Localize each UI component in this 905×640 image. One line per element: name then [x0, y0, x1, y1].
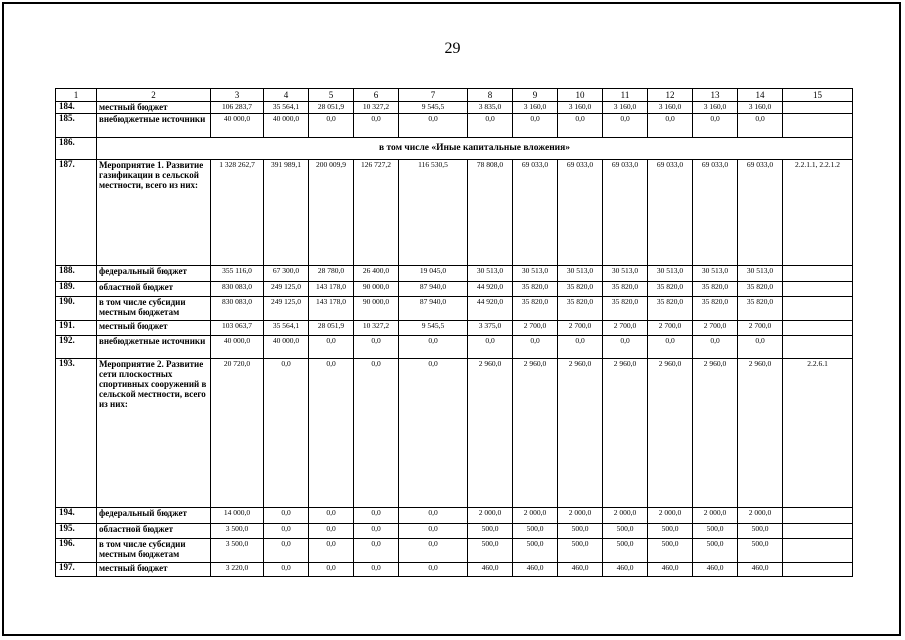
value-cell: 35 820,0	[738, 297, 783, 321]
value-cell: 0,0	[354, 336, 399, 359]
row-name: федеральный бюджет	[97, 266, 211, 282]
value-cell: 830 083,0	[211, 297, 264, 321]
value-cell: 500,0	[738, 539, 783, 563]
value-cell: 2 960,0	[468, 359, 513, 508]
value-cell: 0,0	[558, 114, 603, 138]
value-cell: 28 051,9	[309, 102, 354, 114]
reference-cell	[783, 539, 853, 563]
value-cell: 460,0	[558, 563, 603, 577]
value-cell: 2 960,0	[558, 359, 603, 508]
section-title: в том числе «Иные капитальные вложения»	[97, 138, 853, 160]
value-cell: 0,0	[309, 563, 354, 577]
row-name: в том числе субсидии местным бюджетам	[97, 539, 211, 563]
value-cell: 460,0	[648, 563, 693, 577]
row-name: в том числе субсидии местным бюджетам	[97, 297, 211, 321]
table-row	[56, 266, 853, 282]
value-cell: 3 160,0	[738, 102, 783, 114]
value-cell: 500,0	[693, 539, 738, 563]
reference-cell	[783, 102, 853, 114]
value-cell: 90 000,0	[354, 282, 399, 297]
value-cell: 35 820,0	[603, 282, 648, 297]
row-number: 193.	[56, 359, 97, 508]
value-cell: 0,0	[648, 114, 693, 138]
value-cell: 26 400,0	[354, 266, 399, 282]
table-row	[56, 524, 853, 539]
value-cell: 2 000,0	[738, 508, 783, 524]
value-cell: 35 820,0	[693, 282, 738, 297]
reference-cell: 2.2.6.1	[783, 359, 853, 508]
value-cell: 500,0	[513, 539, 558, 563]
value-cell: 0,0	[309, 336, 354, 359]
value-cell: 2 960,0	[738, 359, 783, 508]
value-cell: 9 545,5	[399, 321, 468, 336]
value-cell: 35 820,0	[693, 297, 738, 321]
row-name: федеральный бюджет	[97, 508, 211, 524]
value-cell: 2 000,0	[603, 508, 648, 524]
value-cell: 126 727,2	[354, 160, 399, 266]
table-row	[56, 297, 853, 321]
value-cell: 69 033,0	[603, 160, 648, 266]
value-cell: 106 283,7	[211, 102, 264, 114]
value-cell: 28 051,9	[309, 321, 354, 336]
table-body	[56, 89, 853, 577]
table-row	[56, 563, 853, 577]
value-cell: 3 220,0	[211, 563, 264, 577]
row-name: местный бюджет	[97, 563, 211, 577]
value-cell: 500,0	[738, 524, 783, 539]
value-cell: 0,0	[399, 563, 468, 577]
value-cell: 0,0	[309, 359, 354, 508]
value-cell: 0,0	[399, 359, 468, 508]
reference-cell	[783, 524, 853, 539]
value-cell: 0,0	[513, 114, 558, 138]
value-cell: 35 820,0	[558, 297, 603, 321]
value-cell: 10 327,2	[354, 321, 399, 336]
row-name: Мероприятие 1. Развитие газификации в сельской местности, всего из них:	[97, 160, 211, 266]
row-number: 185.	[56, 114, 97, 138]
reference-cell	[783, 563, 853, 577]
column-header: 8	[468, 89, 513, 102]
value-cell: 20 720,0	[211, 359, 264, 508]
value-cell: 2 700,0	[693, 321, 738, 336]
value-cell: 0,0	[399, 114, 468, 138]
value-cell: 3 160,0	[648, 102, 693, 114]
table-row	[56, 282, 853, 297]
value-cell: 0,0	[648, 336, 693, 359]
column-header: 9	[513, 89, 558, 102]
value-cell: 30 513,0	[603, 266, 648, 282]
row-number: 188.	[56, 266, 97, 282]
value-cell: 3 160,0	[513, 102, 558, 114]
reference-cell: 2.2.1.1, 2.2.1.2	[783, 160, 853, 266]
value-cell: 460,0	[693, 563, 738, 577]
value-cell: 0,0	[264, 508, 309, 524]
table-row	[56, 321, 853, 336]
value-cell: 30 513,0	[648, 266, 693, 282]
value-cell: 1 328 262,7	[211, 160, 264, 266]
value-cell: 0,0	[399, 539, 468, 563]
value-cell: 35 564,1	[264, 321, 309, 336]
value-cell: 0,0	[264, 359, 309, 508]
value-cell: 19 045,0	[399, 266, 468, 282]
value-cell: 78 808,0	[468, 160, 513, 266]
column-header: 3	[211, 89, 264, 102]
column-header: 11	[603, 89, 648, 102]
value-cell: 103 063,7	[211, 321, 264, 336]
value-cell: 30 513,0	[513, 266, 558, 282]
table-row	[56, 539, 853, 563]
value-cell: 355 116,0	[211, 266, 264, 282]
table-row	[56, 160, 853, 266]
value-cell: 9 545,5	[399, 102, 468, 114]
row-number: 196.	[56, 539, 97, 563]
value-cell: 2 700,0	[513, 321, 558, 336]
value-cell: 391 989,1	[264, 160, 309, 266]
value-cell: 0,0	[354, 359, 399, 508]
column-header: 14	[738, 89, 783, 102]
value-cell: 460,0	[468, 563, 513, 577]
reference-cell	[783, 321, 853, 336]
value-cell: 69 033,0	[513, 160, 558, 266]
value-cell: 460,0	[513, 563, 558, 577]
value-cell: 0,0	[354, 114, 399, 138]
value-cell: 2 000,0	[648, 508, 693, 524]
value-cell: 143 178,0	[309, 282, 354, 297]
value-cell: 0,0	[693, 114, 738, 138]
value-cell: 500,0	[468, 539, 513, 563]
row-name: Мероприятие 2. Развитие сети плоскостных спортивных сооружений в сельской местности, всего из них:	[97, 359, 211, 508]
value-cell: 2 000,0	[468, 508, 513, 524]
value-cell: 69 033,0	[558, 160, 603, 266]
value-cell: 0,0	[264, 524, 309, 539]
column-header: 4	[264, 89, 309, 102]
value-cell: 116 530,5	[399, 160, 468, 266]
value-cell: 2 960,0	[513, 359, 558, 508]
row-number: 194.	[56, 508, 97, 524]
value-cell: 500,0	[648, 524, 693, 539]
value-cell: 2 700,0	[603, 321, 648, 336]
value-cell: 2 700,0	[648, 321, 693, 336]
value-cell: 2 960,0	[648, 359, 693, 508]
value-cell: 0,0	[309, 114, 354, 138]
value-cell: 30 513,0	[693, 266, 738, 282]
value-cell: 35 820,0	[513, 297, 558, 321]
value-cell: 0,0	[738, 114, 783, 138]
value-cell: 500,0	[558, 524, 603, 539]
value-cell: 35 820,0	[513, 282, 558, 297]
value-cell: 40 000,0	[211, 114, 264, 138]
table-row	[56, 336, 853, 359]
value-cell: 44 920,0	[468, 297, 513, 321]
value-cell: 35 564,1	[264, 102, 309, 114]
reference-cell	[783, 282, 853, 297]
row-number: 192.	[56, 336, 97, 359]
value-cell: 2 000,0	[558, 508, 603, 524]
row-number: 195.	[56, 524, 97, 539]
row-name: местный бюджет	[97, 321, 211, 336]
value-cell: 2 000,0	[513, 508, 558, 524]
header-row	[56, 89, 853, 102]
value-cell: 500,0	[468, 524, 513, 539]
value-cell: 0,0	[693, 336, 738, 359]
column-header: 7	[399, 89, 468, 102]
value-cell: 0,0	[264, 539, 309, 563]
value-cell: 40 000,0	[211, 336, 264, 359]
value-cell: 3 375,0	[468, 321, 513, 336]
value-cell: 69 033,0	[738, 160, 783, 266]
value-cell: 35 820,0	[648, 282, 693, 297]
value-cell: 0,0	[603, 336, 648, 359]
column-header: 1	[56, 89, 97, 102]
column-header: 13	[693, 89, 738, 102]
value-cell: 500,0	[648, 539, 693, 563]
value-cell: 200 009,9	[309, 160, 354, 266]
value-cell: 0,0	[558, 336, 603, 359]
value-cell: 30 513,0	[738, 266, 783, 282]
row-number: 187.	[56, 160, 97, 266]
row-name: областной бюджет	[97, 524, 211, 539]
value-cell: 0,0	[399, 336, 468, 359]
table-row	[56, 508, 853, 524]
value-cell: 0,0	[354, 539, 399, 563]
column-header: 5	[309, 89, 354, 102]
value-cell: 30 513,0	[558, 266, 603, 282]
value-cell: 44 920,0	[468, 282, 513, 297]
value-cell: 0,0	[354, 508, 399, 524]
value-cell: 0,0	[399, 524, 468, 539]
reference-cell	[783, 266, 853, 282]
table-row	[56, 359, 853, 508]
row-number: 189.	[56, 282, 97, 297]
value-cell: 35 820,0	[738, 282, 783, 297]
value-cell: 249 125,0	[264, 282, 309, 297]
value-cell: 69 033,0	[693, 160, 738, 266]
value-cell: 0,0	[309, 508, 354, 524]
value-cell: 90 000,0	[354, 297, 399, 321]
table-row	[56, 114, 853, 138]
budget-table	[55, 88, 853, 577]
value-cell: 87 940,0	[399, 297, 468, 321]
row-name: внебюджетные источники	[97, 336, 211, 359]
column-header: 6	[354, 89, 399, 102]
value-cell: 500,0	[603, 539, 648, 563]
value-cell: 0,0	[603, 114, 648, 138]
value-cell: 35 820,0	[603, 297, 648, 321]
value-cell: 460,0	[603, 563, 648, 577]
reference-cell	[783, 114, 853, 138]
value-cell: 3 500,0	[211, 524, 264, 539]
value-cell: 35 820,0	[558, 282, 603, 297]
column-header: 10	[558, 89, 603, 102]
value-cell: 500,0	[513, 524, 558, 539]
value-cell: 0,0	[513, 336, 558, 359]
value-cell: 87 940,0	[399, 282, 468, 297]
value-cell: 0,0	[309, 539, 354, 563]
value-cell: 67 300,0	[264, 266, 309, 282]
value-cell: 249 125,0	[264, 297, 309, 321]
value-cell: 40 000,0	[264, 336, 309, 359]
row-name: внебюджетные источники	[97, 114, 211, 138]
row-name: местный бюджет	[97, 102, 211, 114]
value-cell: 30 513,0	[468, 266, 513, 282]
value-cell: 10 327,2	[354, 102, 399, 114]
value-cell: 0,0	[354, 524, 399, 539]
table-row	[56, 138, 853, 160]
value-cell: 35 820,0	[648, 297, 693, 321]
value-cell: 2 960,0	[693, 359, 738, 508]
value-cell: 69 033,0	[648, 160, 693, 266]
value-cell: 2 700,0	[558, 321, 603, 336]
value-cell: 0,0	[309, 524, 354, 539]
row-number: 184.	[56, 102, 97, 114]
column-header: 12	[648, 89, 693, 102]
value-cell: 500,0	[558, 539, 603, 563]
value-cell: 830 083,0	[211, 282, 264, 297]
row-number: 186.	[56, 138, 97, 160]
value-cell: 500,0	[603, 524, 648, 539]
page-number: 29	[444, 40, 461, 57]
row-name: областной бюджет	[97, 282, 211, 297]
value-cell: 2 960,0	[603, 359, 648, 508]
column-header: 2	[97, 89, 211, 102]
value-cell: 28 780,0	[309, 266, 354, 282]
value-cell: 3 160,0	[558, 102, 603, 114]
value-cell: 40 000,0	[264, 114, 309, 138]
value-cell: 0,0	[399, 508, 468, 524]
value-cell: 3 835,0	[468, 102, 513, 114]
value-cell: 500,0	[693, 524, 738, 539]
value-cell: 0,0	[738, 336, 783, 359]
value-cell: 0,0	[264, 563, 309, 577]
value-cell: 2 700,0	[738, 321, 783, 336]
table-row	[56, 102, 853, 114]
value-cell: 143 178,0	[309, 297, 354, 321]
value-cell: 0,0	[468, 336, 513, 359]
value-cell: 0,0	[354, 563, 399, 577]
row-number: 197.	[56, 563, 97, 577]
value-cell: 0,0	[468, 114, 513, 138]
row-number: 191.	[56, 321, 97, 336]
value-cell: 3 500,0	[211, 539, 264, 563]
row-number: 190.	[56, 297, 97, 321]
value-cell: 3 160,0	[603, 102, 648, 114]
value-cell: 460,0	[738, 563, 783, 577]
value-cell: 14 000,0	[211, 508, 264, 524]
reference-cell	[783, 297, 853, 321]
value-cell: 3 160,0	[693, 102, 738, 114]
column-header: 15	[783, 89, 853, 102]
reference-cell	[783, 336, 853, 359]
value-cell: 2 000,0	[693, 508, 738, 524]
reference-cell	[783, 508, 853, 524]
